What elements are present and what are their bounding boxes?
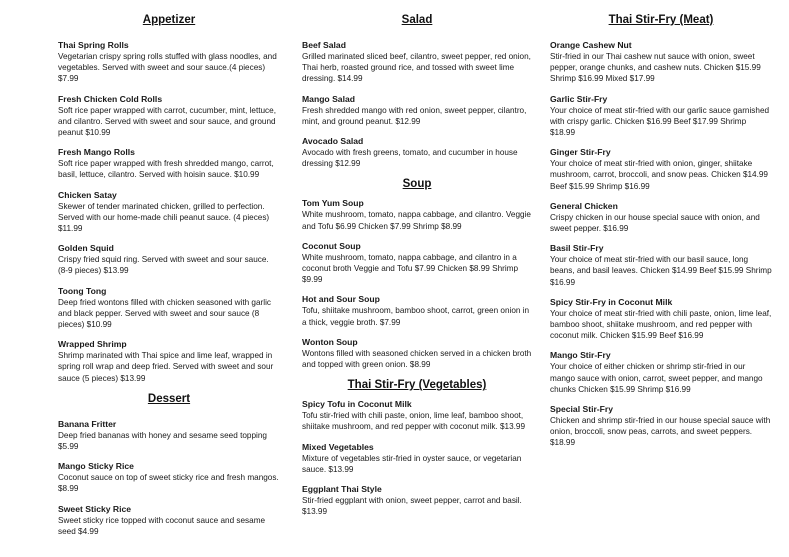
item-name: General Chicken [550,200,618,211]
item-description: Soft rice paper wrapped with carrot, cucumber, mint, lettuce, and cilantro. Served with sweet and sour sauce, and ground peanut $10.99 [58,105,276,138]
section-title-salad: Salad [401,14,433,26]
item-description: White mushroom, tomato, nappa cabbage, and cilantro. Veggie and Tofu $6.99 Chicken $7.99 Shrimp $8.99 [302,210,531,231]
menu-item [302,442,532,475]
menu-item [550,40,772,85]
item-name: Toong Tong [58,285,107,296]
item-description: Avocado with fresh greens, tomato, and cucumber in house dressing $12.99 [302,148,518,169]
menu-item [302,484,532,517]
item-description: Chicken and shrimp stir-fried in our house special sauce with onion, broccoli, snow peas, carrots, and sweet peppers. $18.99 [550,416,771,448]
item-name: Mango Sticky Rice [58,461,134,472]
item-description: Tofu, shiitake mushroom, bamboo shoot, carrot, green onion in a thick, veggie broth. $7.99 [302,306,530,327]
item-description: Sweet sticky rice topped with coconut sauce and sesame seed $4.99 [58,515,266,536]
menu-column-3 [550,14,772,458]
menu-item [58,419,280,452]
menu-item [302,399,532,432]
item-name: Spicy Stir-Fry in Coconut Milk [550,296,673,307]
item-name: Chicken Satay [58,189,117,200]
menu-item [550,147,772,192]
menu-item [58,147,280,180]
menu-item [58,94,280,139]
item-name: Coconut Soup [302,240,361,251]
menu-item [302,40,532,85]
item-description: Mixture of vegetables stir-fried in oyster sauce, or vegetarian sauce. $13.99 [302,453,522,474]
item-name: Spicy Tofu in Coconut Milk [302,399,412,410]
item-name: Basil Stir-Fry [550,243,604,254]
section-title-soup: Soup [402,178,432,191]
item-description: Crispy fried squid ring. Served with sweet and sour sauce. (8-9 pieces) $13.99 [58,255,269,276]
menu-item [58,190,280,235]
item-name: Sweet Sticky Rice [58,503,132,514]
item-name: Wrapped Shrimp [58,339,127,350]
menu-item [58,286,280,331]
item-description: White mushroom, tomato, nappa cabbage, and cilantro in a coconut broth Veggie and Tofu $7.99 Chicken $8.99 Shrimp $9.99 [302,252,519,285]
item-description: Grilled marinated sliced beef, cilantro, sweet pepper, red onion, Thai herb, roasted ground rice, and tossed with sweet lime dressing. $14.99 [302,52,531,84]
item-name: Hot and Sour Soup [302,294,380,305]
menu-item [58,243,280,276]
item-name: Mango Salad [302,93,356,104]
item-description: Your choice of either chicken or shrimp stir-fried in our mango sauce with onion, carrot, sweet pepper, and mango chunks Chicken $15.99 Shrimp $16.99 [550,362,763,394]
menu-column-2 [302,14,532,526]
section-title-stir-fry-vegetables: Thai Stir-Fry (Vegetables) [347,379,487,392]
menu-item [302,94,532,127]
item-name: Mango Stir-Fry [550,350,611,361]
item-name: Garlic Stir-Fry [550,93,608,104]
item-description: Skewer of tender marinated chicken, grilled to perfection. Served with our home-made chili peanut sauce. (4 pieces) $11.99 [58,201,270,234]
item-name: Fresh Mango Rolls [58,147,135,158]
menu-item [550,243,772,288]
item-description: Tofu stir-fried with chili paste, onion, lime leaf, bamboo shoot, shiitake mushroom, and red pepper with coconut milk. $13.99 [302,411,526,432]
item-description: Stir-fried eggplant with onion, sweet pepper, carrot and basil. $13.99 [302,496,522,517]
menu-item [58,461,280,494]
item-name: Beef Salad [302,40,346,50]
item-name: Wonton Soup [302,336,358,347]
item-name: Avocado Salad [302,136,364,147]
menu-item [58,339,280,384]
item-description: Your choice of meat stir-fried with our basil sauce, long beans, and basil leaves. Chicken $14.99 Beef $15.99 Shrimp $16.99 [550,255,772,287]
item-name: Mixed Vegetables [302,441,374,452]
item-name: Thai Spring Rolls [58,40,129,50]
item-name: Ginger Stir-Fry [550,147,611,158]
item-description: Wontons filled with seasoned chicken served in a chicken broth and topped with green onion. $8.99 [302,348,532,370]
item-name: Golden Squid [58,243,114,254]
item-description: Stir-fried in our Thai cashew nut sauce with onion, sweet pepper, orange chunks, and cashew nuts. Chicken $15.99 Shrimp $16.99 Mixed $17.99 [550,52,761,84]
item-name: Fresh Chicken Cold Rolls [58,93,163,104]
menu-column-1 [58,14,280,546]
menu-item [550,94,772,139]
menu-item [550,201,772,234]
menu-item [302,294,532,327]
item-name: Orange Cashew Nut [550,40,632,50]
menu-item [550,297,772,342]
item-description: Deep fried wontons filled with chicken seasoned with garlic and black pepper. Served with sweet and sour sauce (8 pieces) $10.99 [58,297,271,330]
item-name: Special Stir-Fry [550,404,614,415]
item-description: Crispy chicken in our house special sauce with onion, and sweet pepper. $16.99 [550,212,760,234]
menu-item [550,404,772,449]
menu-item [302,136,532,169]
item-description: Shrimp marinated with Thai spice and lime leaf, wrapped in spring roll wrap and deep fried. Served with sweet and sour sauce (5 pieces) $13.99 [58,351,274,383]
menu-item [302,337,532,370]
menu-item [302,241,532,286]
item-description: Coconut sauce on top of sweet sticky rice and fresh mangos. $8.99 [58,473,279,494]
section-title-dessert: Dessert [147,392,191,405]
section-title-appetizer: Appetizer [142,14,196,26]
menu-item [58,40,280,85]
item-description: Your choice of meat stir-fried with our garlic sauce garnished with crispy garlic. Chicken $16.99 Beef $17.99 Shrimp $18.99 [550,105,770,138]
item-description: Vegetarian crispy spring rolls stuffed with glass noodles, and vegetables. Served with sweet and sour sauce.(4 pieces) $7.99 [58,52,277,84]
menu-item [550,350,772,395]
section-title-stir-fry-meat: Thai Stir-Fry (Meat) [608,14,714,26]
menu-item [58,504,280,537]
item-description: Fresh shredded mango with red onion, sweet pepper, cilantro, mint, and ground peanut. $12.99 [302,105,527,126]
menu-item [302,198,532,231]
item-description: Your choice of meat stir-fried with onion, ginger, shiitake mushroom, carrot, broccoli, and snow peas. Chicken $14.99 Beef $15.99 Shrimp $16.99 [550,159,768,191]
item-description: Deep fried bananas with honey and sesame seed topping $5.99 [58,430,267,452]
item-name: Tom Yum Soup [302,198,364,209]
item-name: Eggplant Thai Style [302,484,382,495]
item-description: Your choice of meat stir-fried with chili paste, onion, lime leaf, bamboo shoot, shiitake mushroom, and red pepper with coconut milk. Chicken $15.99 Beef $16.99 [550,308,772,341]
item-name: Banana Fritter [58,418,117,429]
item-description: Soft rice paper wrapped with fresh shredded mango, carrot, basil, lettuce, cilantro. Served with hoisin sauce. $10.99 [58,159,274,180]
